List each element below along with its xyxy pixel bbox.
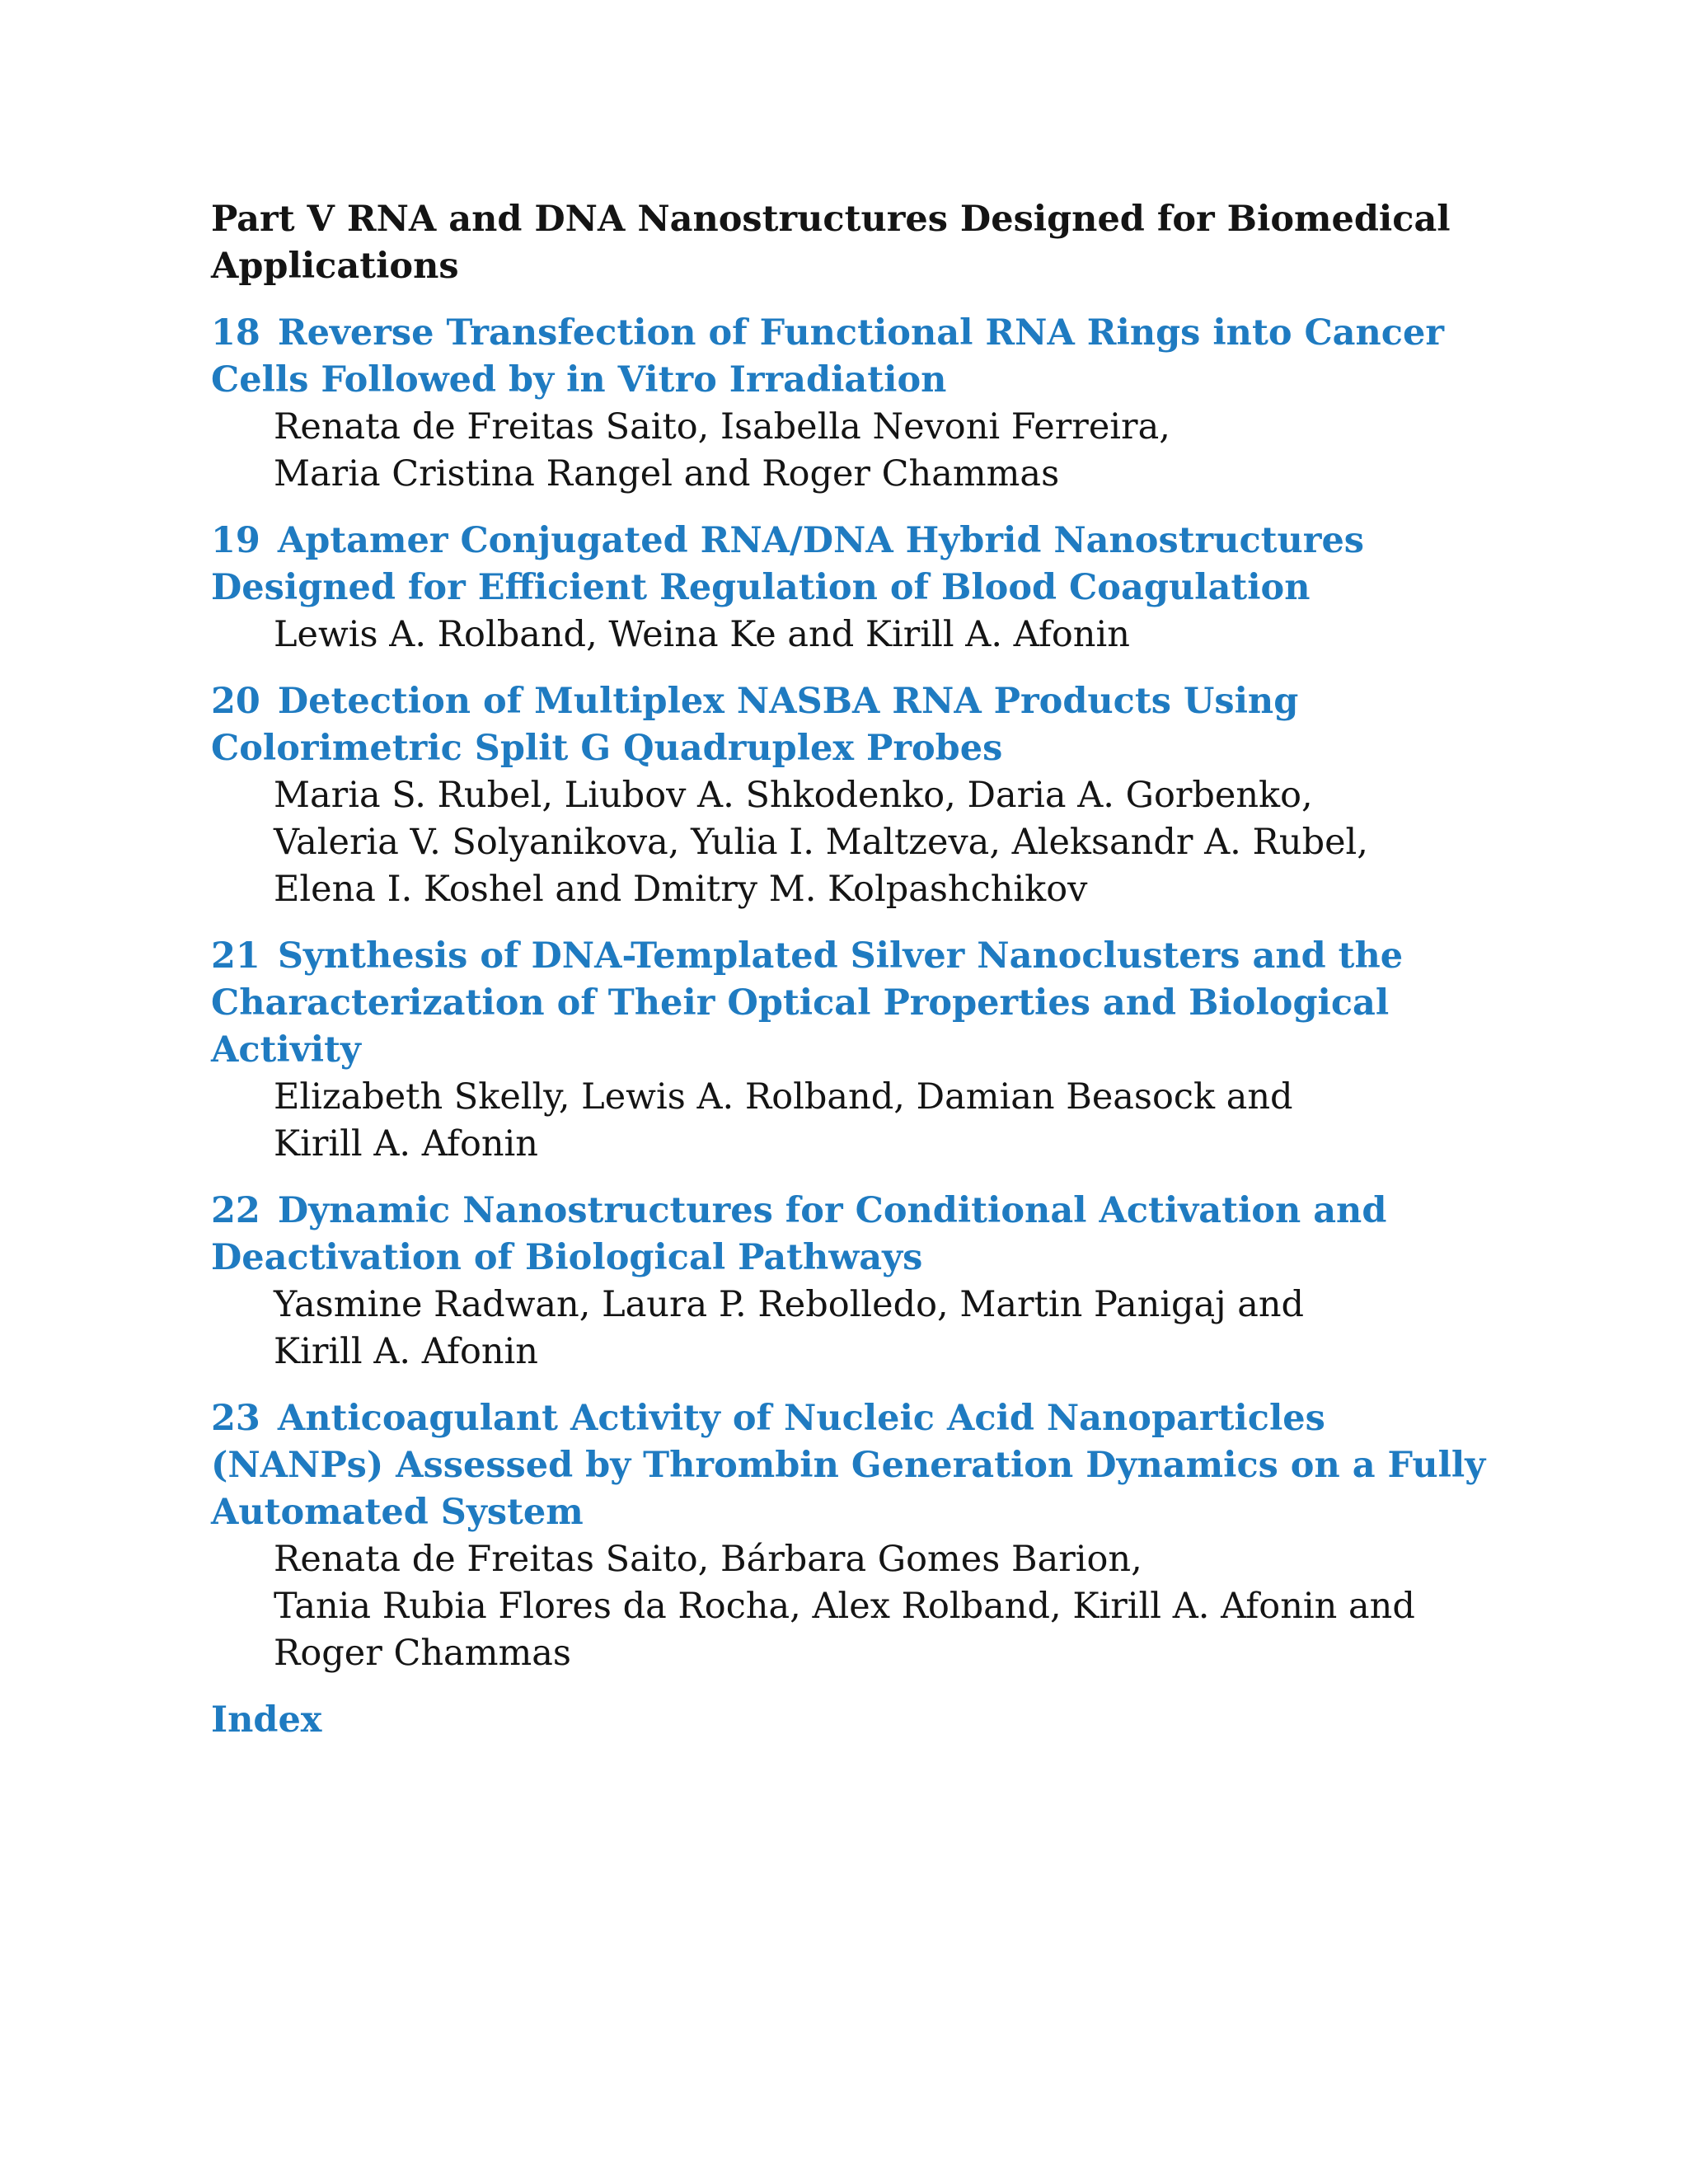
chapter-title: Detection of Multiplex NASBA RNA Products Using Colorimetric Split G Quadruplex Probes (211, 681, 1299, 769)
chapter-number: 18 (211, 312, 260, 354)
chapter-authors (211, 1536, 1497, 1677)
chapter-title: Anticoagulant Activity of Nucleic Acid Nanoparticles (NANPs) Assessed by Thrombin Generation Dynamics on a Fully Automated System (211, 1398, 1486, 1533)
author-line: Valeria V. Solyanikova, Yulia I. Maltzeva, Aleksandr A. Rubel, (274, 822, 1368, 863)
chapter-title: Aptamer Conjugated RNA/DNA Hybrid Nanostructures Designed for Efficient Regulation of Blood Coagulation (211, 520, 1365, 608)
toc-entry-22 (211, 1188, 1497, 1376)
author-line: Elizabeth Skelly, Lewis A. Rolband, Damian Beasock and (274, 1076, 1293, 1118)
chapter-number: 22 (211, 1190, 260, 1231)
author-line: Renata de Freitas Saito, Bárbara Gomes Barion, (274, 1539, 1142, 1580)
toc-entry-23 (211, 1395, 1497, 1677)
toc-entry-19 (211, 518, 1497, 658)
author-line: Maria Cristina Rangel and Roger Chammas (274, 453, 1060, 494)
chapter-number: 19 (211, 520, 260, 561)
chapter-title: Reverse Transfection of Functional RNA Rings into Cancer Cells Followed by in Vitro Irradiation (211, 312, 1445, 401)
chapter-authors (211, 612, 1497, 658)
author-line: Elena I. Koshel and Dmitry M. Kolpashchikov (274, 869, 1088, 910)
chapter-authors (211, 404, 1497, 498)
author-line: Kirill A. Afonin (274, 1331, 538, 1372)
author-line: Renata de Freitas Saito, Isabella Nevoni Ferreira, (274, 406, 1170, 448)
chapter-link-22[interactable] (211, 1188, 1497, 1282)
table-of-contents (211, 196, 1497, 1744)
chapter-link-19[interactable] (211, 518, 1497, 612)
author-line: Roger Chammas (274, 1633, 571, 1674)
author-line: Maria S. Rubel, Liubov A. Shkodenko, Daria A. Gorbenko, (274, 775, 1313, 816)
chapter-link-23[interactable] (211, 1395, 1497, 1536)
toc-entry-18 (211, 310, 1497, 498)
part-title: Part V RNA and DNA Nanostructures Designed for Biomedical Applications (211, 199, 1451, 287)
chapter-authors (211, 1074, 1497, 1168)
toc-entry-20 (211, 678, 1497, 913)
toc-entry-21 (211, 933, 1497, 1168)
author-line: Yasmine Radwan, Laura P. Rebolledo, Martin Panigaj and (274, 1284, 1305, 1325)
chapter-authors (211, 1282, 1497, 1376)
chapter-authors (211, 772, 1497, 913)
chapter-number: 20 (211, 681, 260, 722)
author-line: Lewis A. Rolband, Weina Ke and Kirill A. Afonin (274, 614, 1130, 655)
chapter-link-18[interactable] (211, 310, 1497, 404)
chapter-title: Dynamic Nanostructures for Conditional Activation and Deactivation of Biological Pathways (211, 1190, 1387, 1278)
chapter-number: 23 (211, 1398, 260, 1439)
author-line: Tania Rubia Flores da Rocha, Alex Rolband, Kirill A. Afonin and (274, 1586, 1415, 1627)
chapter-link-20[interactable] (211, 678, 1497, 772)
index-link[interactable]: Index (211, 1699, 322, 1741)
chapter-number: 21 (211, 935, 260, 977)
author-line: Kirill A. Afonin (274, 1123, 538, 1165)
chapter-title: Synthesis of DNA-Templated Silver Nanoclusters and the Characterization of Their Optical Properties and Biological Activity (211, 935, 1404, 1071)
chapter-link-21[interactable] (211, 933, 1497, 1074)
